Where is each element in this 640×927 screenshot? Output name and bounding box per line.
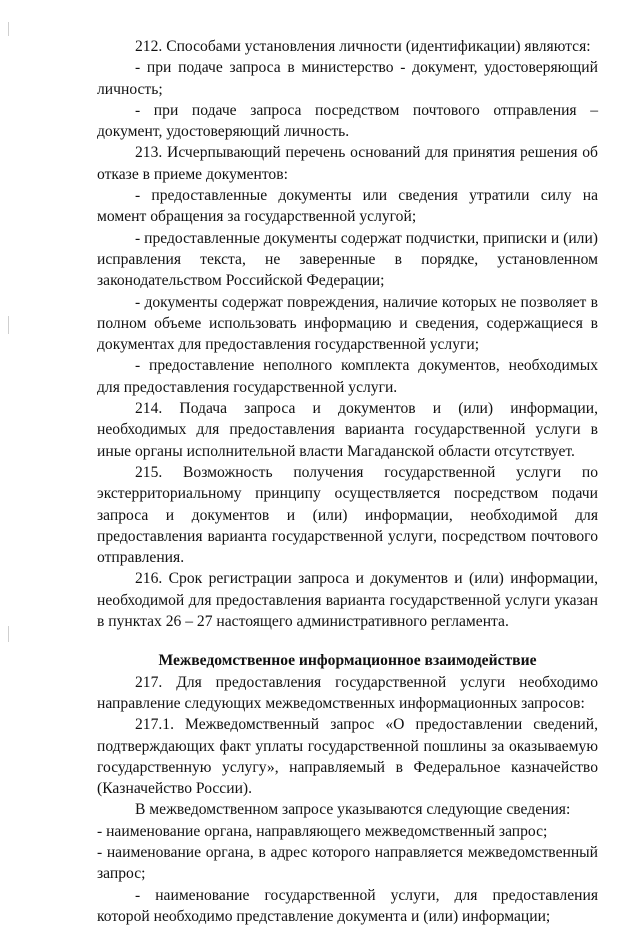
paragraph-215: 215. Возможность получения государственной услуги по экстерриториальному принципу осуществляется посредством подачи запроса и документов и (или) информации, необходимой для предоставления варианта государственной услуги, посредством почтового отправления. [97, 463, 598, 567]
paragraph-213-item-2: - предоставленные документы содержат подчистки, приписки и (или) исправления текста, не заверенные в порядке, установленном законодательством Российской Федерации; [97, 229, 598, 290]
paragraph-213-item-4: - предоставление неполного комплекта документов, необходимых для предоставления государственной услуги. [97, 357, 598, 396]
paragraph-217: 217. Для предоставления государственной услуги необходимо направление следующих межведомственных информационных запросов: [97, 673, 598, 712]
paragraph-213-item-1: - предоставленные документы или сведения утратили силу на момент обращения за государственной услугой; [97, 187, 598, 226]
binding-margin-marks [8, 0, 12, 905]
paragraph-217-1-intro: В межведомственном запросе указываются следующие сведения: [135, 801, 571, 819]
paragraph-212: 212. Способами установления личности (идентификации) являются: [135, 38, 591, 55]
paragraph-217-1-item-1: - наименование органа, направляющего межведомственный запрос; [97, 822, 548, 840]
margin-mark [8, 626, 9, 642]
paragraph-213-item-3: - документы содержат повреждения, наличие которых не позволяет в полном объеме использовать информацию и сведения, содержащиеся в документах для предоставления государственной услуги; [97, 293, 598, 354]
paragraph-212-item-1: - при подаче запроса в министерство - документ, удостоверяющий личность; [97, 59, 598, 98]
paragraph-216: 216. Срок регистрации запроса и документов и (или) информации, необходимой для предоставления варианта государственной услуги указан в пунктах 26 – 27 настоящего административного регламента. [97, 570, 598, 631]
section-heading: Межведомственное информационное взаимодействие [158, 652, 537, 670]
paragraph-212-item-2: - при подаче запроса посредством почтового отправления – документ, удостоверяющий личность. [97, 101, 598, 141]
paragraph-217-1: 217.1. Межведомственный запрос «О предоставлении сведений, подтверждающих факт уплаты государственной пошлины за оказываемую государственную услугу», направляемый в Федеральное казначейство (Казначейство России). [97, 716, 598, 798]
paragraph-213: 213. Исчерпывающий перечень оснований для принятия решения об отказе в приеме документов: [97, 144, 598, 183]
margin-mark [8, 22, 9, 36]
paragraph-217-1-item-2: - наименование органа, в адрес которого направляется межведомственный запрос; [97, 843, 598, 883]
margin-mark [8, 316, 9, 334]
paragraph-214: 214. Подача запроса и документов и (или) информации, необходимых для предоставления варианта государственной услуги в иные органы исполнительной власти Магаданской области отсутствует. [97, 400, 598, 460]
paragraph-217-1-item-3: - наименование государственной услуги, для предоставления которой необходимо представление документа и (или) информации; [97, 886, 598, 925]
document-page [97, 36, 598, 927]
